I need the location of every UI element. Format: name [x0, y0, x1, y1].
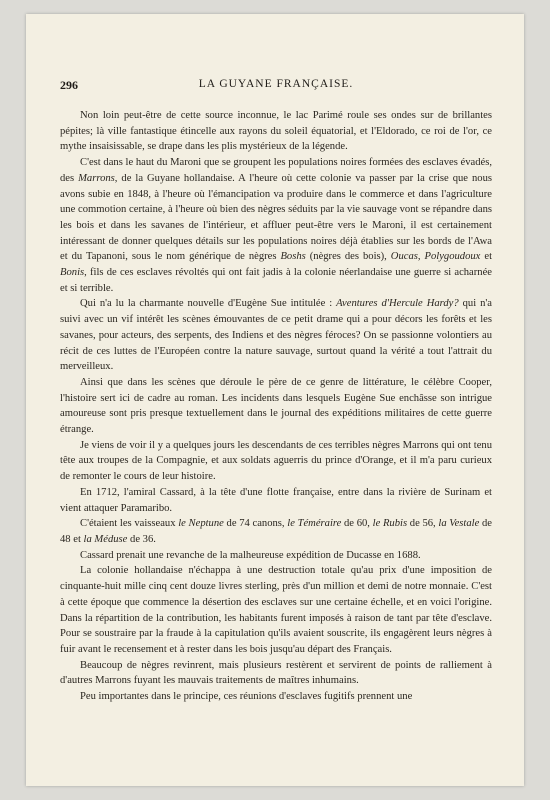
paragraph — [60, 438, 492, 485]
text-run: de 74 canons, — [223, 518, 288, 530]
book-page — [26, 14, 524, 786]
italic-text: le Téméraire — [287, 518, 342, 530]
paragraph — [60, 485, 492, 516]
italic-text: Boshs — [280, 251, 306, 263]
page-header — [60, 78, 492, 92]
paragraph — [60, 658, 492, 689]
text-run: , fils de ces esclaves révoltés qui ont fait jadis à la colonie néerlandaise une guerre si acharnée et si terrible. — [60, 267, 492, 294]
page-number: 296 — [60, 78, 78, 92]
italic-text: le Neptune — [178, 518, 224, 530]
body-text — [60, 108, 492, 705]
paragraph — [60, 548, 492, 564]
text-run: qui n'a suivi avec un vif intérêt les scènes émouvantes de ce petit drame qui a pour décors les forêts et les savanes, pour acteurs, des serpents, des Indiens et des nègres féroces? On se passionne volontiers au récit de ces luttes de l'Européen contre la nature sauvage, surtout quand la vérité a tout l'attrait du merveilleux. — [60, 298, 492, 373]
text-run: C'est dans le haut du Maroni que se groupent les populations noires formées des esclaves évadés, des — [60, 157, 492, 184]
text-run: Je viens de voir il y a quelques jours les descendants de ces terribles nègres Marrons qui ont tenu tête aux troupes de la Compagnie, et aux soldats aguerris du prince d'Orange, et il m'a paru curieux de remonter le cours de leur histoire. — [60, 439, 492, 483]
text-run: de 48 et — [60, 518, 493, 545]
text-run: Peu importantes dans le principe, ces réunions d'esclaves fugitifs prennent une — [80, 691, 413, 703]
paragraph — [60, 563, 492, 657]
text-run: , de la Guyane hollandaise. A l'heure où cette colonie va passer par la crise que nous avons subie en 1848, à l'heure où l'émancipation va produire dans le commerce et dans l'agriculture une commotion certaine, à l'heure où bien des nègres séduits par la vie sauvage vont se répandre dans les bois et dans les savanes de l'intérieur, et affluer peut-être vers le Maroni, il est certainement intéressant de donner quelques détails sur les populations noires déjà établies sur les bords de l'Awa et du Tapanoni, sous le nom générique de nègres — [60, 172, 492, 263]
text-run: C'étaient les vaisseaux — [80, 518, 179, 530]
text-run: (nègres des bois), — [305, 251, 391, 263]
italic-text: Oucas, Polygoudoux — [390, 251, 481, 263]
text-run: La colonie hollandaise n'échappa à une destruction totale qu'au prix d'une imposition de cinquante-huit mille cinq cent douze livres sterling, près d'un million et demi de notre monnaie. C'est à cette époque que commence la désertion des esclaves sur une certaine échelle, et en voici l'origine. Dans la répartition de la contribution, les habitants furent imposés à raison de tant par tête d'esclave. Pour se soustraire par la fraude à la capitulation qu'ils avaient souscrite, ils engagèrent leurs nègres à fuir avant le recensement et à rester dans les bois jusqu'au départ des Français. — [60, 565, 492, 655]
paragraph — [60, 689, 492, 705]
text-run: Cassard prenait une revanche de la malheureuse expédition de Ducasse en 1688. — [80, 549, 421, 561]
text-run: Non loin peut-être de cette source inconnue, le lac Parimé roule ses ondes sur de brillantes pépites; là ville fantastique étincelle aux rayons du soleil équatorial, et l'Eldorado, ce roi de l'or, ce mythe insaisissable, se drape dans les plis mystérieux de la légende. — [60, 110, 492, 153]
text-run: de 60, — [341, 518, 373, 530]
paragraph — [60, 155, 492, 296]
paragraph — [60, 108, 492, 155]
text-run: En 1712, l'amiral Cassard, à la tête d'une flotte française, entre dans la rivière de Surinam et vient attaquer Paramaribo. — [60, 486, 492, 514]
paragraph — [60, 296, 492, 375]
text-run: Beaucoup de nègres revinrent, mais plusieurs restèrent et servirent de points de ralliement à d'autres Marrons fuyant les mauvais traitements de maîtres inhumains. — [60, 659, 492, 687]
italic-text: Aventures d'Hercule Hardy? — [336, 298, 459, 310]
paragraph — [60, 516, 492, 547]
italic-text: le Rubis — [372, 518, 408, 530]
running-title: LA GUYANE FRANÇAISE. — [198, 78, 354, 90]
italic-text: Marrons — [78, 172, 115, 184]
text-run: de 56, — [407, 518, 439, 530]
text-run: Ainsi que dans les scènes que déroule le père de ce genre de littérature, le célèbre Cooper, l'histoire sert ici de cadre au roman. Les incidents dans lesquels Eugène Sue enchâsse son intrigue amoureuse sont pris presque textuellement dans le journal des expéditions militaires de cette guerre étrange. — [60, 376, 492, 436]
italic-text: la Méduse — [83, 533, 128, 545]
text-run: et — [480, 251, 493, 263]
paragraph — [60, 375, 492, 438]
italic-text: Bonis — [60, 267, 85, 279]
italic-text: la Vestale — [438, 518, 480, 530]
text-run: Qui n'a lu la charmante nouvelle d'Eugène Sue intitulée : — [80, 298, 337, 310]
text-run: de 36. — [127, 533, 156, 545]
